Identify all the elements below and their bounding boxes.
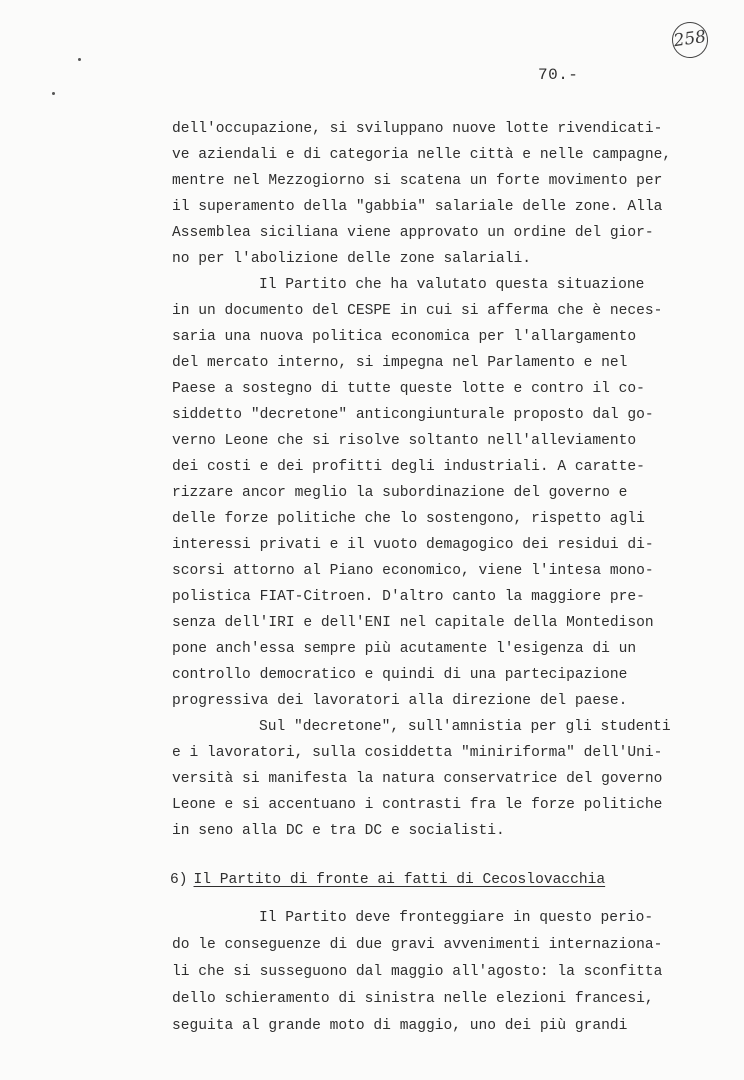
body-line: Il Partito deve fronteggiare in questo perio- — [259, 910, 654, 926]
body-line: il superamento della "gabbia" salariale delle zone. Alla — [172, 199, 663, 215]
section-title: Il Partito di fronte ai fatti di Cecoslovacchia — [193, 872, 606, 888]
body-line: saria una nuova politica economica per l'allargamento — [172, 329, 637, 345]
body-line: Assemblea siciliana viene approvato un ordine del gior- — [172, 225, 654, 241]
folio-stamp-number: 258 — [672, 26, 708, 52]
folio-stamp — [670, 20, 711, 61]
body-line: siddetto "decretone" anticongiunturale proposto dal go- — [172, 407, 654, 423]
body-line: in un documento del CESPE in cui si afferma che è neces- — [172, 303, 663, 319]
body-line: pone anch'essa sempre più acutamente l'esigenza di un — [172, 641, 637, 657]
body-line: polistica FIAT-Citroen. D'altro canto la maggiore pre- — [172, 589, 645, 605]
body-line: no per l'abolizione delle zone salariali. — [172, 251, 532, 267]
section-number: 6) — [170, 872, 188, 888]
body-line: mentre nel Mezzogiorno si scatena un forte movimento per — [172, 173, 663, 189]
body-line: del mercato interno, si impegna nel Parlamento e nel — [172, 355, 628, 371]
body-line: Il Partito che ha valutato questa situazione — [259, 277, 645, 293]
page-number: 70.- — [538, 66, 579, 84]
body-line: in seno alla DC e tra DC e socialisti. — [172, 823, 505, 839]
body-line: dell'occupazione, si sviluppano nuove lotte rivendicati- — [172, 121, 663, 137]
body-line: interessi privati e il vuoto demagogico dei residui di- — [172, 537, 654, 553]
body-line: Paese a sostegno di tutte queste lotte e contro il co- — [172, 381, 645, 397]
body-line: progressiva dei lavoratori alla direzione del paese. — [172, 693, 628, 709]
body-line: rizzare ancor meglio la subordinazione del governo e — [172, 485, 628, 501]
body-line: Leone e si accentuano i contrasti fra le forze politiche — [172, 797, 663, 813]
body-line: versità si manifesta la natura conservatrice del governo — [172, 771, 663, 787]
body-line: delle forze politiche che lo sostengono, rispetto agli — [172, 511, 645, 527]
body-line: dei costi e dei profitti degli industriali. A caratte- — [172, 459, 645, 475]
body-line: senza dell'IRI e dell'ENI nel capitale della Montedison — [172, 615, 654, 631]
body-line: li che si susseguono dal maggio all'agosto: la sconfitta — [172, 964, 663, 980]
body-line: scorsi attorno al Piano economico, viene l'intesa mono- — [172, 563, 654, 579]
body-line: e i lavoratori, sulla cosiddetta "miniriforma" dell'Uni- — [172, 745, 663, 761]
body-line: do le conseguenze di due gravi avvenimenti internaziona- — [172, 937, 663, 953]
body-line: seguita al grande moto di maggio, uno dei più grandi — [172, 1018, 628, 1034]
body-line: verno Leone che si risolve soltanto nell'alleviamento — [172, 433, 637, 449]
body-line: Sul "decretone", sull'amnistia per gli studenti — [259, 719, 671, 735]
section-heading — [170, 872, 605, 888]
body-line: dello schieramento di sinistra nelle elezioni francesi, — [172, 991, 654, 1007]
body-line: controllo democratico e quindi di una partecipazione — [172, 667, 628, 683]
body-line: ve aziendali e di categoria nelle città e nelle campagne, — [172, 147, 672, 163]
scan-speck — [78, 58, 81, 61]
scan-speck — [52, 92, 55, 95]
